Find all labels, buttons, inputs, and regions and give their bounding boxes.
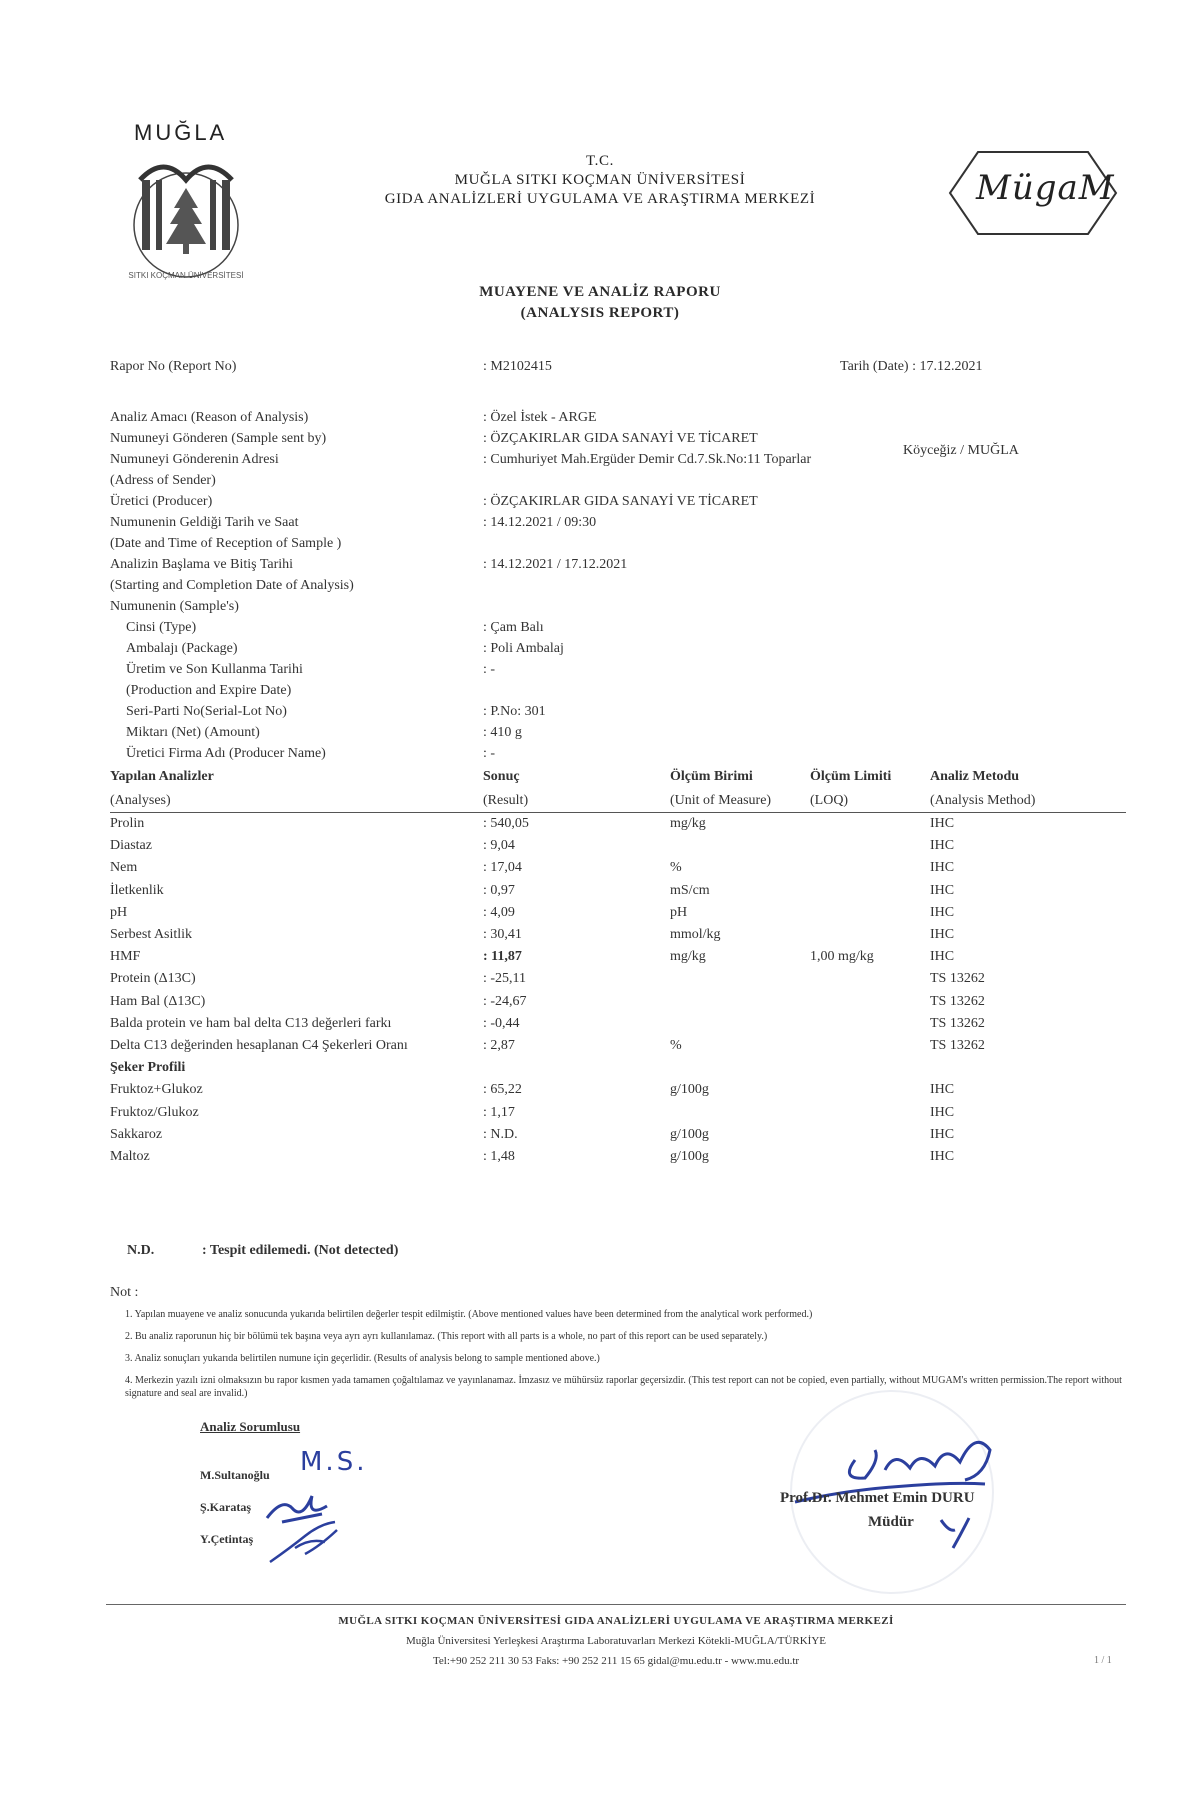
info-label: Üretici (Producer) (110, 494, 213, 509)
info-label: (Starting and Completion Date of Analysis) (110, 578, 354, 593)
col-analyses: Yapılan Analizler (110, 769, 214, 784)
analysis-result: : 65,22 (483, 1082, 522, 1098)
table-row (110, 971, 1126, 993)
table-row (110, 1149, 1126, 1171)
nd-value: : Tespit edilemedi. (Not detected) (202, 1243, 399, 1258)
nd-legend (127, 1243, 399, 1259)
table-row (110, 1127, 1126, 1149)
analysis-result: : 9,04 (483, 838, 515, 854)
info-value: : - (483, 662, 496, 677)
report-date (840, 359, 982, 375)
info-label: Üretim ve Son Kullanma Tarihi (126, 662, 303, 677)
analysis-method: IHC (930, 904, 955, 920)
analysis-method: TS 13262 (930, 1015, 985, 1031)
table-row (110, 949, 1126, 971)
analysis-name: Sakkaroz (110, 1126, 163, 1142)
director-role: Müdür (868, 1514, 914, 1530)
report-no-label: Rapor No (Report No) (110, 359, 237, 374)
analysis-unit: mg/kg (670, 949, 706, 965)
analysis-method: IHC (930, 838, 955, 854)
report-title-tr: MUAYENE VE ANALİZ RAPORU (479, 284, 721, 300)
table-row (110, 1082, 1126, 1104)
table-row (110, 816, 1126, 838)
notes-label: Not : (110, 1285, 139, 1300)
logo-left-text: MUĞLA (134, 120, 228, 145)
analysis-unit: mg/kg (670, 816, 706, 831)
table-row (110, 1038, 1126, 1060)
analysis-method: IHC (930, 1082, 955, 1098)
info-label: Analizin Başlama ve Bitiş Tarihi (110, 557, 294, 572)
col-result-en: (Result) (483, 793, 529, 808)
analysis-unit: pH (670, 904, 688, 920)
info-row (110, 515, 1110, 536)
analysis-method: IHC (930, 1149, 955, 1164)
heading-university: MUĞLA SITKI KOÇMAN ÜNİVERSİTESİ (454, 172, 746, 188)
info-label: Numunenin Geldiği Tarih ve Saat (110, 515, 299, 530)
analysis-name: Balda protein ve ham bal delta C13 değerleri farkı (110, 1015, 392, 1031)
analysis-result: : 1,48 (483, 1149, 515, 1164)
col-analyses-en: (Analyses) (110, 793, 171, 808)
analysis-result: : -24,67 (483, 993, 527, 1009)
page-number: 1 / 1 (1094, 1655, 1112, 1666)
institution-heading (300, 152, 900, 209)
table-row (110, 927, 1126, 949)
info-row (110, 641, 1110, 662)
analysis-name: pH (110, 904, 128, 920)
table-row (110, 994, 1126, 1016)
info-row (110, 494, 1110, 515)
info-value: : Poli Ambalaj (483, 641, 564, 656)
analysis-name: Nem (110, 860, 138, 876)
signer-3: Y.Çetintaş (200, 1532, 254, 1546)
analysis-result: : 1,17 (483, 1104, 515, 1120)
signature-3-icon (265, 1518, 345, 1566)
info-row (110, 725, 1110, 746)
col-unit: Ölçüm Birimi (670, 769, 753, 784)
col-unit-en: (Unit of Measure) (670, 793, 772, 808)
analysis-unit: g/100g (670, 1126, 709, 1142)
table-row (110, 1016, 1126, 1038)
analysis-unit: g/100g (670, 1082, 709, 1098)
report-no-value: : M2102415 (483, 359, 552, 374)
analysis-unit: % (670, 1038, 682, 1053)
footer-address: Muğla Üniversitesi Yerleşkesi Araştırma Laboratuvarları Merkezi Kötekli-MUĞLA/TÜRKİYE (405, 1635, 827, 1647)
info-label: Numuneyi Gönderenin Adresi (110, 452, 279, 467)
footer-divider (106, 1604, 1126, 1605)
heading-center: GIDA ANALİZLERİ UYGULAMA VE ARAŞTIRMA MERKEZİ (384, 191, 816, 207)
analysis-method: IHC (930, 860, 955, 876)
report-date-label: Tarih (Date) : (840, 359, 916, 374)
analysis-result: : 17,04 (483, 860, 522, 876)
info-row (110, 704, 1110, 725)
director-name: Prof.Dr. Mehmet Emin DURU (780, 1490, 975, 1506)
info-value: : 14.12.2021 / 17.12.2021 (483, 557, 628, 572)
table-row (110, 883, 1126, 905)
table-row (110, 838, 1126, 860)
table-row (110, 860, 1126, 882)
info-value: : 14.12.2021 / 09:30 (483, 515, 597, 530)
info-row (110, 473, 1110, 494)
nd-label: N.D. (127, 1243, 155, 1258)
info-label: Analiz Amacı (Reason of Analysis) (110, 410, 309, 425)
info-row (110, 746, 1110, 767)
mugam-logo (948, 150, 1118, 236)
analysis-name: Maltoz (110, 1149, 150, 1164)
analysis-name: Şeker Profili (110, 1060, 186, 1076)
info-row (110, 620, 1110, 641)
note-item: 4. Merkezin yazılı izni olmaksızın bu rapor kısmen yada tamamen çoğaltılamaz ve yayınlanamaz. İmzasız ve mühürsüz raporlar geçersizdir. (This test report can not be copied, even partially, without MUGAM's written permission.The report without signature and seal are invalid.) (125, 1375, 1122, 1399)
logo-ring-text: SITKI KOÇMAN ÜNİVERSİTESİ (128, 271, 244, 280)
info-value: : ÖZÇAKIRLAR GIDA SANAYİ VE TİCARET (483, 494, 758, 509)
info-label: Seri-Parti No(Serial-Lot No) (126, 704, 287, 719)
signature-title: Analiz Sorumlusu (200, 1419, 301, 1434)
analysis-name: Fruktoz+Glukoz (110, 1082, 203, 1098)
analysis-method: IHC (930, 1126, 955, 1142)
analysis-result: : 540,05 (483, 816, 529, 831)
analysis-name: Prolin (110, 816, 145, 831)
info-value: : ÖZÇAKIRLAR GIDA SANAYİ VE TİCARET (483, 431, 758, 446)
col-method-en: (Analysis Method) (930, 793, 1036, 808)
info-value: : Özel İstek - ARGE (483, 410, 597, 425)
analysis-result: : -25,11 (483, 971, 527, 987)
table-row (110, 1105, 1126, 1127)
analysis-unit: mS/cm (670, 882, 710, 898)
analysis-method: TS 13262 (930, 971, 985, 987)
col-method: Analiz Metodu (930, 769, 1020, 784)
col-loq: Ölçüm Limiti (810, 769, 892, 784)
report-title (300, 282, 900, 324)
info-label: Miktarı (Net) (Amount) (126, 725, 260, 740)
analysis-name: Protein (Δ13C) (110, 971, 196, 987)
report-title-en: (ANALYSIS REPORT) (520, 305, 680, 321)
analysis-result: : 2,87 (483, 1038, 515, 1053)
analysis-unit: % (670, 860, 682, 876)
analysis-loq: 1,00 mg/kg (810, 949, 874, 965)
info-row (110, 599, 1110, 620)
university-emblem-icon (126, 150, 246, 290)
analysis-method: TS 13262 (930, 1038, 985, 1053)
analysis-method: IHC (930, 816, 955, 831)
info-label: Numunenin (Sample's) (110, 599, 239, 614)
analysis-result: : 0,97 (483, 882, 515, 898)
mugam-logo-text: MügaM (976, 168, 1115, 208)
col-loq-en: (LOQ) (810, 793, 849, 808)
analysis-name: HMF (110, 949, 141, 965)
signer-2: Ş.Karataş (200, 1500, 251, 1514)
table-divider (110, 812, 1126, 813)
info-row (110, 578, 1110, 599)
note-item: 2. Bu analiz raporunun hiç bir bölümü tek başına veya ayrı ayrı kullanılamaz. (This report with all parts is a whole, no part of this report can be used separately.) (125, 1331, 768, 1342)
report-date-value: 17.12.2021 (919, 359, 983, 374)
table-row (110, 905, 1126, 927)
info-row (110, 683, 1110, 704)
footer-institution: MUĞLA SITKI KOÇMAN ÜNİVERSİTESİ GIDA ANALİZLERİ UYGULAMA VE ARAŞTIRMA MERKEZİ (338, 1615, 894, 1627)
analysis-name: Diastaz (110, 838, 152, 854)
info-label: Numuneyi Gönderen (Sample sent by) (110, 431, 327, 446)
note-item: 1. Yapılan muayene ve analiz sonucunda yukarıda belirtilen değerler tespit edilmiştir. (Above mentioned values have been determined from the analytical work performed.) (125, 1309, 813, 1320)
analysis-name: Delta C13 değerinden hesaplanan C4 Şekerleri Oranı (110, 1038, 408, 1053)
info-row (110, 557, 1110, 578)
footer-contact: Tel:+90 252 211 30 53 Faks: +90 252 211 15 65 gidal@mu.edu.tr - www.mu.edu.tr (432, 1655, 800, 1667)
analysis-result: : 4,09 (483, 904, 515, 920)
university-logo (126, 120, 246, 290)
info-label: Ambalajı (Package) (126, 641, 238, 656)
director-initial-icon (935, 1514, 975, 1550)
analysis-result: : 11,87 (483, 949, 522, 965)
analysis-name: Serbest Asitlik (110, 927, 193, 942)
heading-tc: T.C. (586, 153, 614, 169)
info-value: : Cumhuriyet Mah.Ergüder Demir Cd.7.Sk.No:11 Toparlar (483, 452, 812, 467)
info-value: : Çam Balı (483, 620, 544, 635)
info-label: (Date and Time of Reception of Sample ) (110, 536, 342, 551)
analysis-method: TS 13262 (930, 993, 985, 1009)
info-label: Üretici Firma Adı (Producer Name) (126, 746, 326, 761)
info-value: : - (483, 746, 496, 761)
analysis-name: İletkenlik (110, 882, 164, 898)
signer-1: M.Sultanoğlu (200, 1468, 270, 1482)
analysis-unit: g/100g (670, 1149, 709, 1164)
info-value: : P.No: 301 (483, 704, 546, 719)
info-row (110, 410, 1110, 431)
analysis-unit: mmol/kg (670, 927, 721, 942)
info-label: (Adress of Sender) (110, 473, 216, 488)
signer-1-initials: M.S. (300, 1447, 368, 1477)
info-label: (Production and Expire Date) (126, 683, 292, 698)
analysis-method: IHC (930, 949, 955, 965)
analysis-result: : N.D. (483, 1126, 518, 1142)
analysis-result: : 30,41 (483, 927, 522, 942)
note-item: 3. Analiz sonuçları yukarıda belirtilen numune için geçerlidir. (Results of analysis belong to sample mentioned above.) (125, 1353, 600, 1364)
info-row (110, 662, 1110, 683)
col-result: Sonuç (483, 769, 520, 784)
analysis-method: IHC (930, 1104, 955, 1120)
table-row (110, 1060, 1126, 1082)
analysis-method: IHC (930, 927, 955, 942)
address-city: Köyceğiz / MUĞLA (903, 443, 1019, 458)
info-value: : 410 g (483, 725, 522, 740)
info-label: Cinsi (Type) (126, 620, 197, 635)
analysis-name: Fruktoz/Glukoz (110, 1104, 199, 1120)
analysis-method: IHC (930, 882, 955, 898)
analysis-name: Ham Bal (Δ13C) (110, 993, 206, 1009)
analysis-result: : -0,44 (483, 1015, 520, 1031)
info-row (110, 536, 1110, 557)
